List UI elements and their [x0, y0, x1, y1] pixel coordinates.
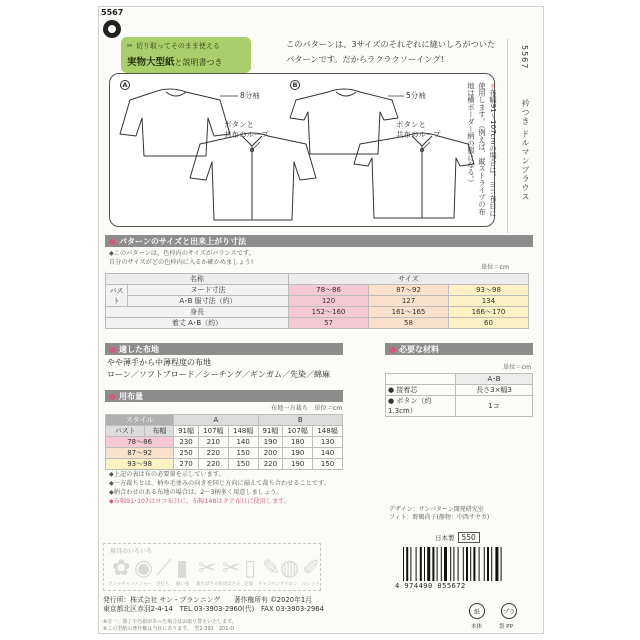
view-a-marker: A — [120, 80, 130, 90]
chalk-pen-icon: ✎ — [262, 556, 281, 581]
size-table — [105, 273, 529, 329]
amount-col-bust: バスト — [106, 426, 145, 437]
style-b-header: B — [258, 415, 342, 426]
plastic-recycle-icon: プラ — [501, 603, 517, 619]
barcode-bar — [406, 547, 408, 581]
note-text: 布幅91〜107cmの場合は、ヨコ布目に使用します。（例えば、縦ストライプの布地は横ボーダー柄の服になる。） — [467, 82, 498, 217]
ruler-icon: ▯ — [244, 556, 257, 581]
size-col-size: サイズ — [289, 274, 529, 285]
awl-icon: ⟋ — [156, 556, 172, 581]
size-row: 着丈 A･B（約） 57 58 60 — [106, 318, 529, 329]
amount-row: 78〜86 230 210 140 190 180 130 — [106, 437, 343, 448]
barcode-bar — [470, 547, 471, 581]
barcode-bar — [420, 547, 422, 581]
blouse-a-back — [120, 89, 230, 156]
button-b-label: ボタンと 共布のループ — [396, 120, 441, 139]
materials-row: ● ボタン（約1.3cm） 1コ — [386, 396, 533, 417]
iron-icon: ◍ — [280, 556, 300, 581]
tools-label: 用具のいろいろ — [110, 548, 153, 555]
size-note-1: ◆このパターンは、色枠内のサイズがバランスです。 — [109, 250, 255, 257]
intro-text: このパターンは、3サイズのそれぞれに縫いしろがついたパターンです。だからラクラクソーイング! — [286, 39, 496, 64]
fabric-line-1: やや薄手から中薄程度の布地 — [107, 358, 211, 367]
materials-unit: 単位＝cm — [503, 364, 531, 371]
barcode-bar — [416, 547, 417, 581]
barcode-number: 4 974490 055672 — [395, 582, 466, 590]
size-row: バスト ヌード寸法 78〜86 87〜92 93〜98 — [106, 285, 529, 296]
thread-snips-icon: ✂ — [222, 556, 241, 581]
barcode-bar — [473, 547, 475, 581]
barcode-bar — [444, 547, 447, 581]
materials-row: ● 接着芯 長さ3×幅3 — [386, 385, 533, 396]
barcode-bar — [487, 547, 489, 581]
footer-notes: ※万一、落丁や汚損があった場合はお取り替えいたします。 ※この型紙の著作権は当社にあります。 型2-391 201-D — [103, 619, 237, 632]
price-box: 550 — [458, 532, 480, 543]
amount-col-style: スタイル — [106, 415, 174, 426]
thread-spool-icon: ▮ — [176, 556, 189, 581]
barcode-bar — [427, 547, 430, 581]
fabric-direction-note — [466, 82, 499, 222]
size-row: A･B 服寸法（約） 120 127 134 — [106, 296, 529, 307]
paper-recycle-icon: 紙 — [469, 603, 485, 619]
materials-section-heading: ● 必要な材料 — [385, 343, 533, 355]
barcode-bar — [479, 547, 480, 581]
materials-table — [385, 373, 533, 417]
size-row: 身長 152〜160 161〜165 166〜170 — [106, 307, 529, 318]
barcode-bar — [458, 547, 459, 581]
brand-logo — [103, 20, 121, 38]
tracing-wheel-icon: ✐ — [302, 556, 321, 581]
style-a-header: A — [174, 415, 258, 426]
barcode-bar — [424, 547, 425, 581]
barcode-bar — [450, 547, 451, 581]
amount-note-4: ◆布幅91･107はヨコ布目に、布幅148はタテ布目に使用します。 — [109, 498, 291, 505]
badge-title: 実物大型紙 — [127, 57, 175, 68]
amount-section-heading: ● 用布量 — [105, 390, 343, 402]
plastic-recycle-caption: 袋 PP — [499, 624, 513, 630]
amount-row: 87〜92 250 220 150 200 190 140 — [106, 448, 343, 459]
view-b-marker: B — [290, 80, 300, 90]
barcode-bar — [501, 547, 502, 581]
pattern-envelope-back — [98, 6, 544, 634]
barcode-bar — [410, 547, 411, 581]
barcode — [401, 547, 533, 581]
design-credit: デザイン：サンパターン開発研究室 フィト：野鶴尚子(静物：中西サヤカ) — [389, 506, 490, 521]
fabric-amount-table: スタイル A B バスト 布幅 91幅 107幅 148幅 91幅 107幅 148幅 78〜86 230 210 140 190 180 130 87〜92 250 220 150 200 190 140 93〜98 270 220 150 220 190 150 — [105, 414, 343, 470]
tools-panel: 用具のいろいろ ✿ ◉ ⟋ ▮ ✂ ✂ ▯ ✎ ◍ ✐ ラシャチャコ メジャー 目打ち 縫い糸 裁ちばさみ 糸切ばさみ 定規 チャコペン アイロン ルレット — [103, 543, 321, 591]
size-col-name: 名称 — [106, 274, 289, 285]
barcode-bar — [432, 547, 434, 581]
side-tab-number: 5567 — [520, 45, 529, 70]
barcode-bar — [441, 547, 442, 581]
badge-title-suffix: と説明書つき — [174, 58, 223, 67]
badge-subtitle: 切り取ってそのまま使える — [135, 42, 220, 50]
made-in-japan: 日本製 550 — [435, 532, 480, 543]
amount-row: 93〜98 270 220 150 220 190 150 — [106, 459, 343, 470]
amount-note-3: ◆柄合わせのある布地の場合は、2〜3柄多く用意しましょう。 — [109, 489, 283, 496]
pattern-code: 5567 — [101, 8, 124, 17]
materials-col: A･B — [456, 374, 533, 385]
bust-label: バスト — [106, 285, 128, 307]
shears-icon: ✂ — [198, 556, 217, 581]
amount-col-width: 布幅 — [145, 426, 174, 437]
fabric-line-2: ローン／ソフトブロード／シーチング／ギンガム／先染／綿麻 — [107, 370, 330, 379]
sleeve-b-label: 5分袖 — [406, 91, 426, 100]
publisher-info: 発行所：株式会社 サン・プランニング 著作権所有 ©2020年1月 東京都北区赤羽2-4-14 TEL 03-3903-2960(代) FAX 03-3903-2964 — [103, 596, 324, 613]
size-unit: 単位＝cm — [481, 264, 509, 271]
barcode-bar — [491, 547, 492, 581]
scissors-icon: ✂ — [127, 42, 133, 50]
blouse-b-front — [354, 133, 474, 218]
product-code: 型2-391 201-D — [194, 625, 235, 632]
side-tab-title: 衿つき ドルマンブラウス — [521, 99, 530, 202]
barcode-bar — [484, 547, 485, 581]
garment-illustrations — [110, 74, 496, 228]
measuring-tape-icon: ◉ — [134, 556, 154, 581]
feature-badge — [121, 37, 251, 73]
barcode-bar — [463, 547, 464, 581]
size-note-2: 自分のサイズがどの色枠内に入るか確かめましょう! — [109, 259, 254, 266]
paper-recycle-caption: 本体 — [471, 624, 483, 630]
size-section-heading: ● パターンのサイズと出来上がり寸法 — [105, 235, 533, 247]
barcode-bar — [437, 547, 438, 581]
amount-unit: 布地一方裁ち 単位＝cm — [271, 405, 343, 412]
blouse-a-front — [190, 133, 316, 220]
note-star: ＊ — [489, 82, 498, 90]
barcode-bar — [495, 547, 498, 581]
side-tab — [507, 39, 543, 233]
button-a-label: ボタンと 共布のループ — [224, 120, 269, 139]
fabric-section-heading: ● 適した布地 — [105, 343, 343, 355]
barcode-bar — [403, 547, 404, 581]
amount-note-2: ◆一方裁ちとは、柄や毛並みの向きを同じ方向に揃えて裁ち合わせることです。 — [109, 480, 330, 487]
amount-note-1: ◆上記の表は布の必要量を示しています。 — [109, 471, 225, 478]
barcode-bar — [453, 547, 454, 581]
chalk-icon: ✿ — [112, 556, 131, 581]
garment-illustration-frame — [109, 73, 498, 227]
sleeve-a-label: 8分袖 — [240, 91, 260, 100]
barcode-bar — [466, 547, 468, 581]
